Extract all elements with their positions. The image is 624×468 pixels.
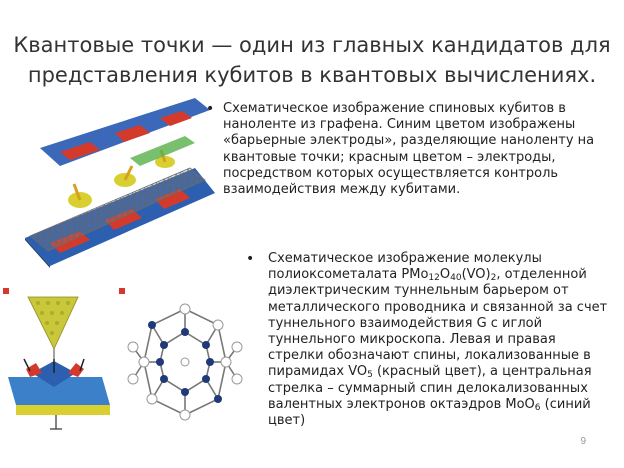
title-line-2: представления кубитов в квантовых вычислениях. xyxy=(27,63,597,87)
bullet-dot-icon: • xyxy=(206,101,215,117)
bullet-text-part-2: O xyxy=(439,267,451,283)
title-line-1: Квантовые точки — один из главных кандидатов для xyxy=(13,33,611,57)
bullet-text-part-1: Схематическое изображение молекулы полиоксометалата PMo xyxy=(268,251,542,283)
subscript: 6 xyxy=(534,402,541,413)
bullet-polyoxometalate xyxy=(246,251,613,429)
page-number: 9 xyxy=(580,436,586,447)
bullet-text-part-3: (VO) xyxy=(461,267,491,283)
bullet-text-part-6: (синий цвет) xyxy=(268,396,591,429)
bullet-text: Схематическое изображение спиновых кубитов в наноленте из графена. Синим цветом изображены «барьерные электроды», разделяющие наноленту на квантовые точки; красным цветом – электроды, посредством которых осуществляется контроль взаимодействия между кубитами. xyxy=(223,101,595,198)
subscript: 2 xyxy=(490,273,497,284)
tunneling-tip-illustration xyxy=(2,287,114,435)
subscript: 40 xyxy=(450,273,462,284)
bullet-graphene-qubits xyxy=(206,101,613,198)
graphene-nanoribbon-illustration xyxy=(20,88,216,268)
polyoxometalate-molecule-illustration xyxy=(118,287,253,437)
subscript: 5 xyxy=(367,370,373,381)
bullet-dot-icon: • xyxy=(246,251,255,267)
slide-title xyxy=(10,30,614,90)
subscript: 12 xyxy=(428,273,440,284)
bullet-text-part-4: , отделенной диэлектрическим туннельным барьером от металлического проводника и связанной за счет туннельного взаимодействия G с иглой туннельного микроскопа. Левая и правая стрелки обозначают спины, локализованные в пирамидах VO xyxy=(268,267,608,380)
bullet-text-part-5: (красный цвет), а центральная стрелка – суммарный спин делокализованных валентных электронов октаэдров MoO xyxy=(268,364,592,412)
